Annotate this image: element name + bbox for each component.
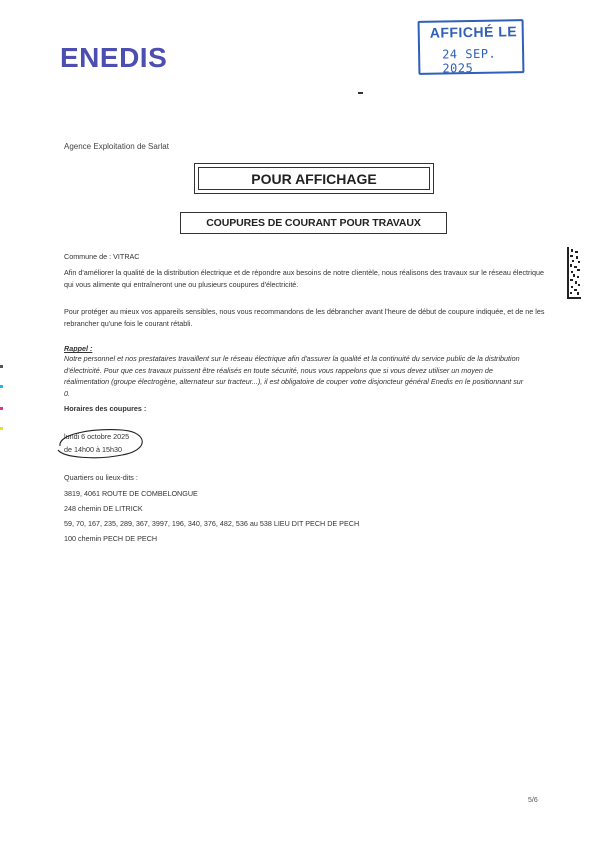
outage-time: de 14h00 à 15h30 [64, 445, 122, 454]
location-item: 3819, 4061 ROUTE DE COMBELONGUE [64, 489, 198, 498]
location-item: 59, 70, 167, 235, 289, 367, 3997, 196, 340, 376, 482, 536 au 538 LIEU DIT PECH DE PECH [64, 519, 360, 528]
page-number: 5/6 [528, 797, 538, 804]
posted-on-stamp [418, 19, 525, 75]
locations-heading: Quartiers ou lieux-dits : [64, 473, 138, 482]
scan-speck [358, 92, 363, 94]
page-title: POUR AFFICHAGE [198, 167, 430, 190]
datamatrix-code [567, 247, 581, 299]
outage-date: lundi 6 octobre 2025 [64, 432, 130, 441]
advice-paragraph: Pour protéger au mieux vos appareils sensibles, nous vous recommandons de les débrancher avant l'heure de début de coupure indiquée, et de ne les rebrancher qu'une fois le courant rétabli. [64, 307, 545, 328]
reminder-heading: Rappel : [64, 344, 93, 353]
svg-text:ENEDIS: ENEDIS [60, 42, 168, 73]
title-box [194, 163, 434, 194]
location-item: 248 chemin DE LITRICK [64, 504, 143, 513]
schedule-heading: Horaires des coupures : [64, 404, 147, 413]
hand-drawn-circle [52, 422, 152, 462]
intro-paragraph: Afin d'améliorer la qualité de la distribution électrique et de répondre aux besoins de notre clientèle, nous réalisons des travaux sur le réseau électrique qui vous alimente qui entraîneront une ou plusieurs coupures d'électricité. [64, 268, 545, 289]
agency-name: Agence Exploitation de Sarlat [64, 142, 169, 151]
enedis-logo [60, 40, 180, 74]
stamp-date: 24 SEP. 2025 [442, 46, 497, 76]
reminder-text: Notre personnel et nos prestataires travaillent sur le réseau électrique afin d'assurer la qualité et la continuité du service public de la distribution d'électricité. Pour que ces travaux puissent être réalisés en toute sécurité, nous vous rappelons que si vous devez utiliser un moyen de réalimentation (groupe électrogène, alternateur sur tracteur...), il est obligatoire de couper votre disjoncteur général Enedis en le positionnant sur 0. [64, 354, 524, 398]
location-item: 100 chemin PECH DE PECH [64, 534, 158, 543]
print-registration-marks [0, 365, 4, 435]
commune-line: Commune de : VITRAC [64, 252, 140, 261]
stamp-label: AFFICHÉ LE [429, 23, 518, 41]
subtitle-box: COUPURES DE COURANT POUR TRAVAUX [180, 212, 447, 234]
